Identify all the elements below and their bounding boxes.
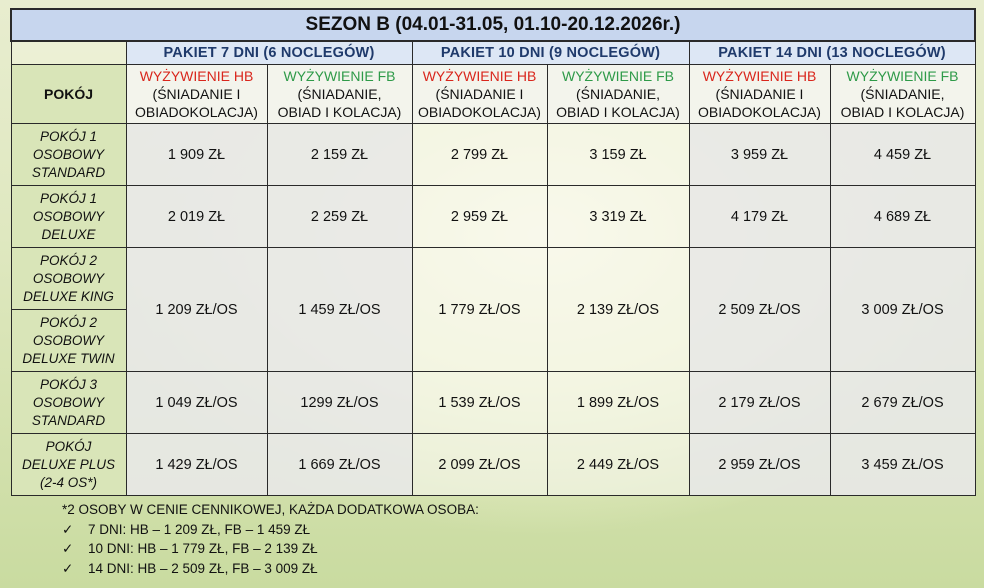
meal-plan-label: WYŻYWIENIE FB — [283, 68, 396, 84]
meal-plan-desc: OBIADOKOLACJA) — [418, 104, 541, 120]
price-table — [10, 8, 976, 496]
price-cell: 1 429 ZŁ/OS — [126, 434, 267, 496]
price-cell: 2 959 ZŁ — [412, 186, 547, 248]
meal-plan-desc: (ŚNIADANIE, — [860, 86, 945, 102]
price-cell: 3 959 ZŁ — [689, 124, 830, 186]
price-cell: 2 449 ZŁ/OS — [547, 434, 689, 496]
price-cell: 1299 ZŁ/OS — [267, 372, 412, 434]
price-cell: 1 669 ZŁ/OS — [267, 434, 412, 496]
room-label: POKÓJ 2 OSOBOWY DELUXE KING — [11, 248, 126, 310]
meal-plan-desc: OBIADOKOLACJA) — [135, 104, 258, 120]
package-10-days: PAKIET 10 DNI (9 NOCLEGÓW) — [412, 41, 689, 65]
meal-plan-desc: (ŚNIADANIE I — [715, 86, 804, 102]
price-cell: 1 899 ZŁ/OS — [547, 372, 689, 434]
room-label: POKÓJ 1 OSOBOWY DELUXE — [11, 186, 126, 248]
meal-plan-desc: (ŚNIADANIE, — [575, 86, 660, 102]
meal-plan-fb-header — [830, 65, 975, 124]
table-row — [11, 434, 975, 496]
price-cell: 1 049 ZŁ/OS — [126, 372, 267, 434]
meal-plan-desc: (ŚNIADANIE I — [435, 86, 524, 102]
price-cell: 2 159 ZŁ — [267, 124, 412, 186]
meal-plan-hb-header — [126, 65, 267, 124]
price-cell: 3 459 ZŁ/OS — [830, 434, 975, 496]
price-cell: 4 459 ZŁ — [830, 124, 975, 186]
checkmark-icon: ✓ — [62, 560, 74, 576]
footnotes — [10, 500, 974, 578]
price-cell: 2 799 ZŁ — [412, 124, 547, 186]
room-label: POKÓJ 2 OSOBOWY DELUXE TWIN — [11, 310, 126, 372]
checkmark-icon: ✓ — [62, 541, 74, 556]
package-14-days: PAKIET 14 DNI (13 NOCLEGÓW) — [689, 41, 975, 65]
price-cell: 2 679 ZŁ/OS — [830, 372, 975, 434]
table-row — [11, 124, 975, 186]
meal-plan-fb-header — [547, 65, 689, 124]
season-title: SEZON B (04.01-31.05, 01.10-20.12.2026r.) — [11, 9, 975, 41]
footnote-item: ✓ 14 DNI: HB – 2 509 ZŁ, FB – 3 009 ZŁ — [62, 559, 974, 579]
meal-plan-desc: (ŚNIADANIE, — [297, 86, 382, 102]
price-cell: 3 319 ZŁ — [547, 186, 689, 248]
meal-plan-desc: OBIAD I KOLACJA) — [556, 104, 680, 120]
room-label: POKÓJ DELUXE PLUS (2-4 OS*) — [11, 434, 126, 496]
price-cell: 1 459 ZŁ/OS — [267, 248, 412, 372]
footnote-item: ✓ 7 DNI: HB – 1 209 ZŁ, FB – 1 459 ZŁ — [62, 520, 974, 540]
footnote-item: ✓ 10 DNI: HB – 1 779 ZŁ, FB – 2 139 ZŁ — [62, 539, 974, 559]
price-cell: 2 019 ZŁ — [126, 186, 267, 248]
table-row — [11, 186, 975, 248]
price-cell: 4 689 ZŁ — [830, 186, 975, 248]
price-cell: 2 139 ZŁ/OS — [547, 248, 689, 372]
price-cell: 3 159 ZŁ — [547, 124, 689, 186]
checkmark-icon: ✓ — [62, 521, 74, 537]
meal-plan-label: WYŻYWIENIE HB — [422, 68, 537, 84]
price-cell: 1 909 ZŁ — [126, 124, 267, 186]
meal-plan-label: WYŻYWIENIE FB — [562, 68, 674, 84]
price-cell: 3 009 ZŁ/OS — [830, 248, 975, 372]
meal-plan-hb-header — [689, 65, 830, 124]
package-7-days: PAKIET 7 DNI (6 NOCLEGÓW) — [126, 41, 412, 65]
price-list — [10, 8, 974, 578]
room-label: POKÓJ 1 OSOBOWY STANDARD — [11, 124, 126, 186]
price-cell: 2 959 ZŁ/OS — [689, 434, 830, 496]
price-cell: 1 539 ZŁ/OS — [412, 372, 547, 434]
corner-cell — [11, 41, 126, 65]
table-row — [11, 372, 975, 434]
price-cell: 2 509 ZŁ/OS — [689, 248, 830, 372]
price-cell: 1 779 ZŁ/OS — [412, 248, 547, 372]
price-cell: 2 099 ZŁ/OS — [412, 434, 547, 496]
meal-plan-fb-header — [267, 65, 412, 124]
room-column-header: POKÓJ — [11, 65, 126, 124]
meal-plan-desc: OBIAD I KOLACJA) — [840, 104, 965, 120]
table-row — [11, 248, 975, 310]
meal-plan-desc: (ŚNIADANIE I — [152, 86, 241, 102]
meal-plan-hb-header — [412, 65, 547, 124]
meal-plan-label: WYŻYWIENIE FB — [846, 68, 959, 84]
meal-plan-desc: OBIAD I KOLACJA) — [277, 104, 402, 120]
price-cell: 2 259 ZŁ — [267, 186, 412, 248]
price-cell: 1 209 ZŁ/OS — [126, 248, 267, 372]
room-label: POKÓJ 3 OSOBOWY STANDARD — [11, 372, 126, 434]
price-cell: 2 179 ZŁ/OS — [689, 372, 830, 434]
meal-plan-desc: OBIADOKOLACJA) — [698, 104, 821, 120]
footnote-header: *2 OSOBY W CENIE CENNIKOWEJ, KAŻDA DODATKOWA OSOBA: — [62, 502, 479, 517]
meal-plan-label: WYŻYWIENIE HB — [139, 68, 254, 84]
meal-plan-label: WYŻYWIENIE HB — [702, 68, 817, 84]
price-cell: 4 179 ZŁ — [689, 186, 830, 248]
